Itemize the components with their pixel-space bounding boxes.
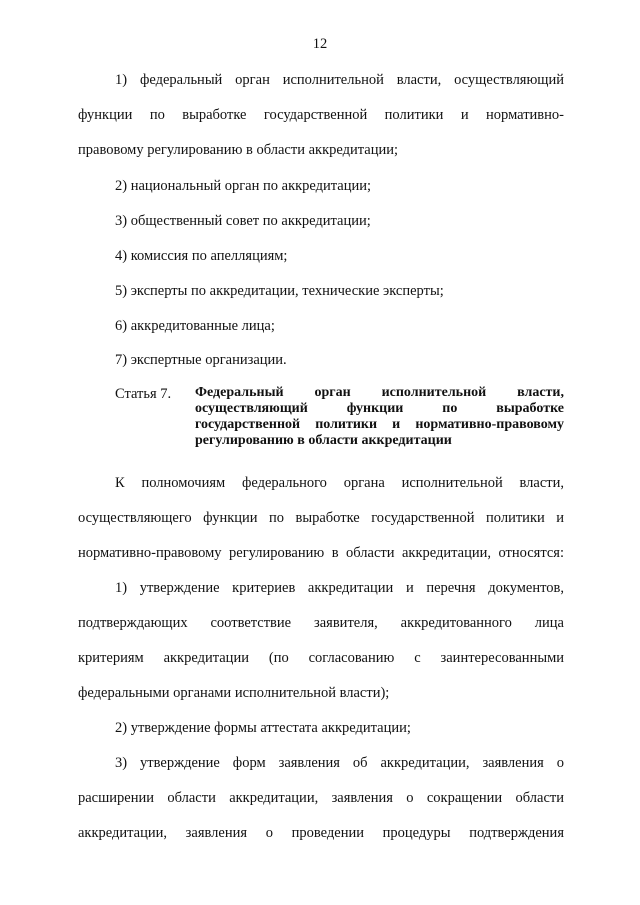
body-line: федеральными органами исполнительной власти);: [78, 685, 390, 701]
body-line: 3) утверждение форм заявления об аккредитации, заявления о: [115, 755, 564, 771]
article-title-line: регулированию в области аккредитации: [195, 433, 452, 448]
body-line: нормативно-правовому регулированию в области аккредитации, относятся:: [78, 545, 564, 561]
list-item-6: 6) аккредитованные лица;: [115, 318, 275, 334]
body-line: 2) утверждение формы аттестата аккредитации;: [115, 720, 411, 736]
list-item-2: 2) национальный орган по аккредитации;: [115, 178, 372, 194]
list-item-1-line-2: функции по выработке государственной политики и нормативно-: [78, 107, 564, 123]
body-line: подтверждающих соответствие заявителя, аккредитованного лица: [78, 615, 564, 631]
article-title-line: осуществляющий функции по выработке: [195, 401, 564, 416]
article-label: Статья 7.: [115, 386, 172, 402]
body-line: К полномочиям федерального органа исполнительной власти,: [115, 475, 564, 491]
list-item-3: 3) общественный совет по аккредитации;: [115, 213, 371, 229]
body-line: критериям аккредитации (по согласованию с заинтересованными: [78, 650, 564, 666]
body-line: аккредитации, заявления о проведении процедуры подтверждения: [78, 825, 564, 841]
list-item-1-line-1: 1) федеральный орган исполнительной власти, осуществляющий: [115, 72, 564, 88]
list-item-7: 7) экспертные организации.: [115, 352, 287, 368]
list-item-4: 4) комиссия по апелляциям;: [115, 248, 288, 264]
body-line: расширении области аккредитации, заявления о сокращении области: [78, 790, 564, 806]
article-title: [195, 385, 564, 449]
list-item-5: 5) эксперты по аккредитации, технические эксперты;: [115, 283, 444, 299]
body-line: осуществляющего функции по выработке государственной политики и: [78, 510, 564, 526]
body-line: 1) утверждение критериев аккредитации и перечня документов,: [115, 580, 564, 596]
list-item-1-line-3: правовому регулированию в области аккредитации;: [78, 142, 399, 158]
page-number: 12: [312, 36, 328, 52]
article-title-line: Федеральный орган исполнительной власти,: [195, 385, 564, 400]
article-title-line: государственной политики и нормативно-правовому: [195, 417, 564, 432]
